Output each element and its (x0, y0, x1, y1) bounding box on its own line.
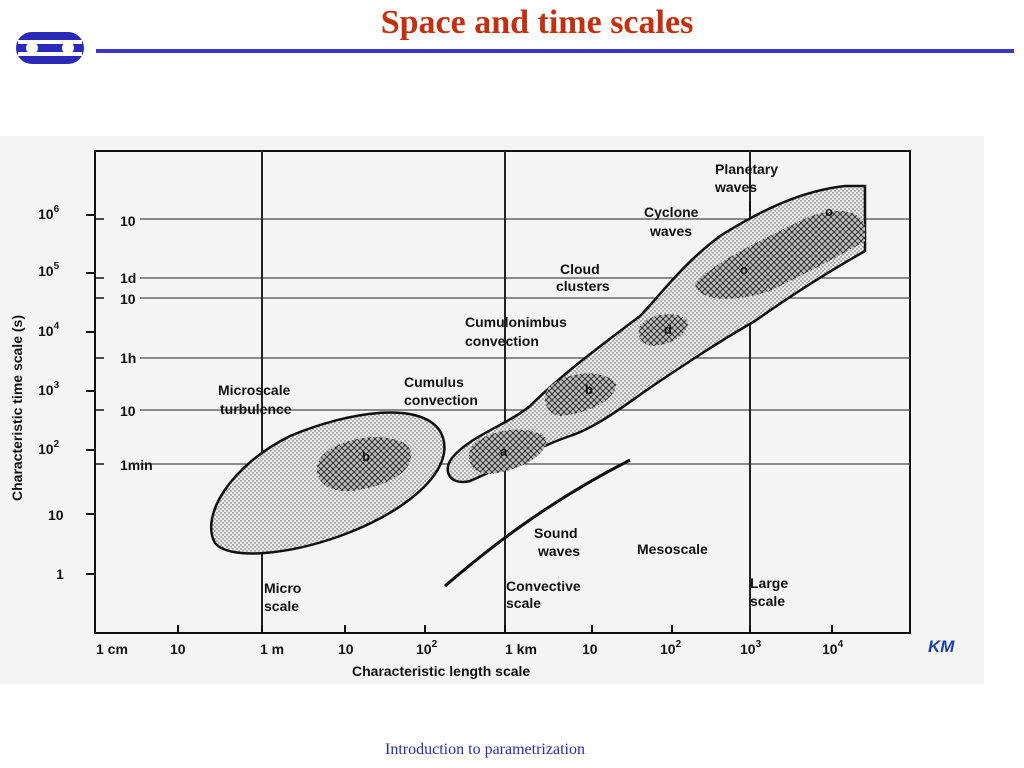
x-tick-10000km-exp: 4 (837, 639, 844, 650)
title-rule (96, 49, 1014, 53)
y-tick-1e5: 10 (38, 263, 54, 279)
marker-cloud: d (664, 322, 672, 337)
svg-text:105 (38, 261, 60, 279)
x-tick-10cm: 10 (170, 641, 186, 657)
y-inner-1h: 1h (120, 350, 137, 366)
svg-text:106 (38, 204, 60, 222)
y-inner-10-b: 10 (120, 291, 136, 307)
x-tick-100km-exp: 2 (675, 639, 682, 650)
label-large-line2: scale (750, 593, 786, 609)
label-sound-line2: waves (538, 543, 581, 559)
svg-text:102 (660, 639, 682, 657)
x-tick-1000km-exp: 3 (755, 639, 762, 650)
y-axis-label: Characteristic time scale (s) (9, 315, 25, 501)
label-planetary-line1: Planetary (715, 161, 779, 177)
x-tick-100km: 10 (660, 641, 676, 657)
label-convective-line2: scale (506, 595, 542, 611)
svg-text:103 (740, 639, 762, 657)
y-tick-1e2: 10 (38, 441, 54, 457)
x-tick-10km: 10 (582, 641, 598, 657)
label-microscale-line1: Microscale (218, 382, 291, 398)
x-tick-1m: 1 m (260, 641, 285, 657)
y-tick-marks (86, 215, 95, 574)
label-cumulus-line2: convection (404, 392, 478, 408)
label-cumulonimbus-line2: convection (465, 333, 539, 349)
svg-text:102 (38, 439, 60, 457)
scale-diagram (0, 136, 984, 684)
svg-text:104 (822, 639, 844, 657)
km-annotation: KM (928, 637, 955, 656)
x-tick-1km: 1 km (505, 641, 537, 657)
marker-cumulus: a (500, 444, 508, 459)
label-cyclone-line1: Cyclone (644, 204, 699, 220)
label-sound-line1: Sound (534, 525, 578, 541)
label-micro-line2: scale (264, 598, 300, 614)
y-tick-1e5-exp: 5 (53, 261, 60, 272)
svg-text:104 (38, 321, 60, 339)
y-inner-1min: 1min (120, 457, 153, 473)
y-inner-10-a: 10 (120, 213, 136, 229)
label-micro-line1: Micro (264, 580, 302, 596)
y-tick-1e3: 10 (38, 382, 54, 398)
y-tick-1e6-exp: 6 (53, 204, 60, 215)
y-tick-1e4: 10 (38, 323, 54, 339)
label-cloud-line2: clusters (556, 278, 610, 294)
x-axis-label: Characteristic length scale (352, 663, 531, 679)
label-planetary-line2: waves (715, 179, 758, 195)
y-tick-1e6: 10 (38, 206, 54, 222)
marker-cyclone: o (740, 262, 748, 277)
marker-planetary: o (825, 204, 833, 219)
x-tick-10000km: 10 (822, 641, 838, 657)
x-tick-100m: 10 (416, 641, 432, 657)
y-tick-1: 1 (56, 566, 64, 582)
slide-title: Space and time scales (380, 4, 694, 41)
label-convective-line1: Convective (506, 578, 581, 594)
svg-text:102 (416, 639, 438, 657)
x-tick-1cm: 1 cm (96, 641, 128, 657)
x-tick-1000km: 10 (740, 641, 756, 657)
slide-footer: Introduction to parametrization (385, 741, 585, 758)
label-microscale-line2: turbulence (220, 401, 292, 417)
y-inner-10-c: 10 (120, 403, 136, 419)
x-tick-100m-exp: 2 (431, 639, 438, 650)
label-large-line1: Large (750, 575, 789, 591)
y-tick-1e3-exp: 3 (53, 380, 60, 391)
marker-microscale: b (362, 449, 370, 464)
label-cloud-line1: Cloud (560, 261, 600, 277)
label-cyclone-line2: waves (650, 223, 693, 239)
svg-text:103 (38, 380, 60, 398)
y-tick-10: 10 (48, 507, 64, 523)
marker-cumulonimbus: b (585, 382, 593, 397)
y-tick-1e2-exp: 2 (53, 439, 60, 450)
y-tick-1e4-exp: 4 (53, 321, 60, 332)
label-cumulonimbus-line1: Cumulonimbus (465, 314, 567, 330)
x-tick-10m: 10 (338, 641, 354, 657)
x-tick-marks (178, 625, 832, 633)
label-cumulus-line1: Cumulus (404, 374, 464, 390)
y-inner-1d: 1d (120, 270, 137, 286)
label-mesoscale: Mesoscale (637, 541, 708, 557)
